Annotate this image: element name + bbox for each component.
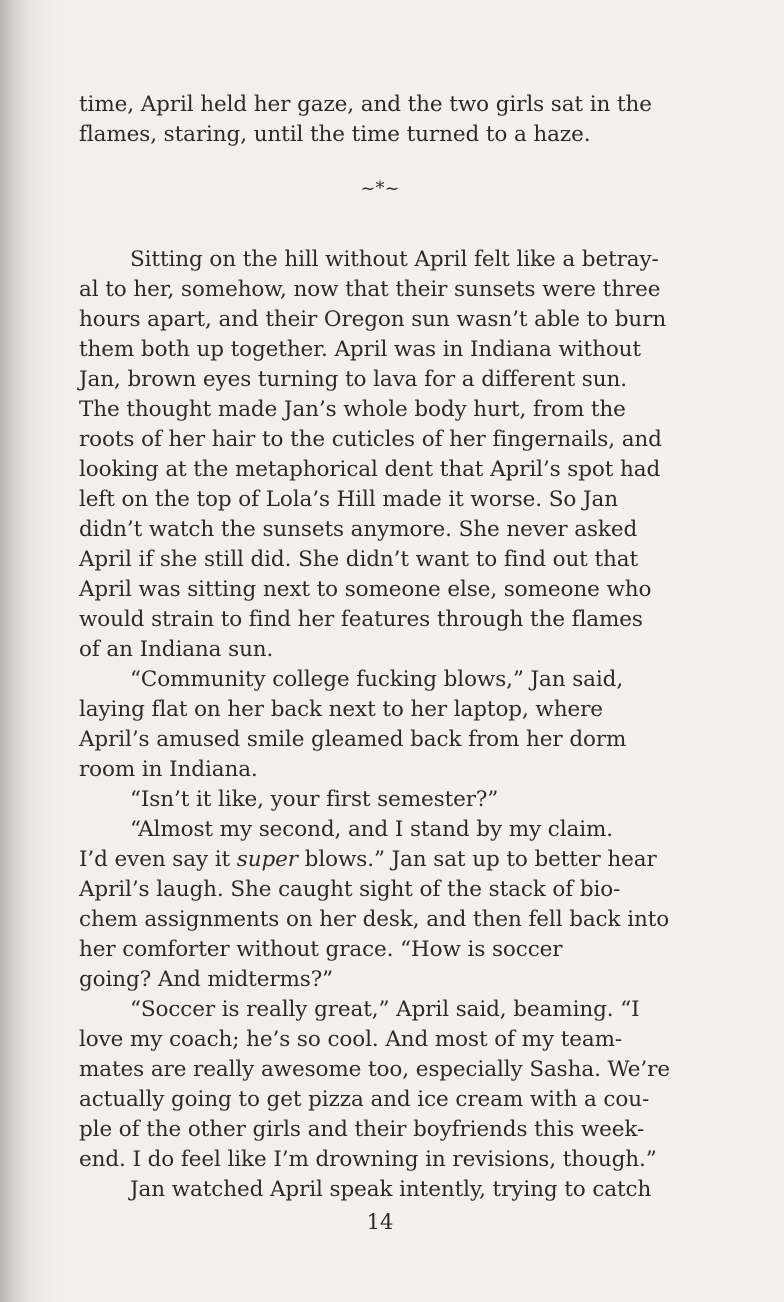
- text-line: “Soccer is really great,” April said, beaming. “I: [130, 997, 640, 1022]
- text-line: left on the top of Lola’s Hill made it worse. So Jan: [79, 487, 618, 512]
- page-number: 14: [366, 1210, 394, 1234]
- text-line: [79, 845, 699, 875]
- italic-word: super: [236, 847, 298, 872]
- text-line: April’s laugh. She caught sight of the stack of bio-: [79, 877, 621, 902]
- text-line: didn’t watch the sunsets anymore. She never asked: [79, 517, 638, 542]
- text-line: going? And midterms?”: [79, 967, 334, 992]
- text-span: blows.” Jan sat up to better hear: [297, 847, 657, 872]
- text-line: April if she still did. She didn’t want to find out that: [79, 547, 639, 572]
- text-line: hours apart, and their Oregon sun wasn’t able to burn: [79, 307, 667, 332]
- text-line: The thought made Jan’s whole body hurt, from the: [79, 397, 626, 422]
- text-line: of an Indiana sun.: [79, 637, 274, 662]
- section-separator: ~*~: [360, 178, 400, 199]
- text-line: Jan watched April speak intently, trying to catch: [130, 1177, 652, 1202]
- text-line: mates are really awesome too, especially Sasha. We’re: [79, 1057, 670, 1082]
- text-line: her comforter without grace. “How is soccer: [79, 937, 563, 962]
- text-line: love my coach; he’s so cool. And most of my team-: [79, 1027, 623, 1052]
- text-line: “Almost my second, and I stand by my claim.: [130, 817, 614, 842]
- text-line: end. I do feel like I’m drowning in revisions, though.”: [79, 1147, 657, 1172]
- text-line: chem assignments on her desk, and then fell back into: [79, 907, 670, 932]
- text-span: I’d even say it: [79, 847, 237, 872]
- text-line: would strain to find her features through the flames: [79, 607, 643, 632]
- text-line: al to her, somehow, now that their sunsets were three: [79, 277, 661, 302]
- text-line: “Isn’t it like, your first semester?”: [130, 787, 499, 812]
- text-line: them both up together. April was in Indiana without: [79, 337, 641, 362]
- text-line: “Community college fucking blows,” Jan said,: [130, 667, 624, 692]
- text-line: time, April held her gaze, and the two girls sat in the: [79, 92, 652, 117]
- text-line: roots of her hair to the cuticles of her fingernails, and: [79, 427, 662, 452]
- text-line: flames, staring, until the time turned to a haze.: [79, 122, 591, 147]
- top-paragraph: [79, 90, 679, 150]
- text-line: room in Indiana.: [79, 757, 258, 782]
- text-line: April was sitting next to someone else, someone who: [79, 577, 652, 602]
- text-line: Jan, brown eyes turning to lava for a different sun.: [79, 367, 627, 392]
- text-line: April’s amused smile gleamed back from her dorm: [79, 727, 627, 752]
- text-line: laying flat on her back next to her laptop, where: [79, 697, 603, 722]
- text-line: actually going to get pizza and ice cream with a cou-: [79, 1087, 650, 1112]
- body-text: [79, 245, 699, 1205]
- text-line: Sitting on the hill without April felt like a betray-: [130, 247, 659, 272]
- text-line: ple of the other girls and their boyfriends this week-: [79, 1117, 645, 1142]
- text-line: looking at the metaphorical dent that April’s spot had: [79, 457, 661, 482]
